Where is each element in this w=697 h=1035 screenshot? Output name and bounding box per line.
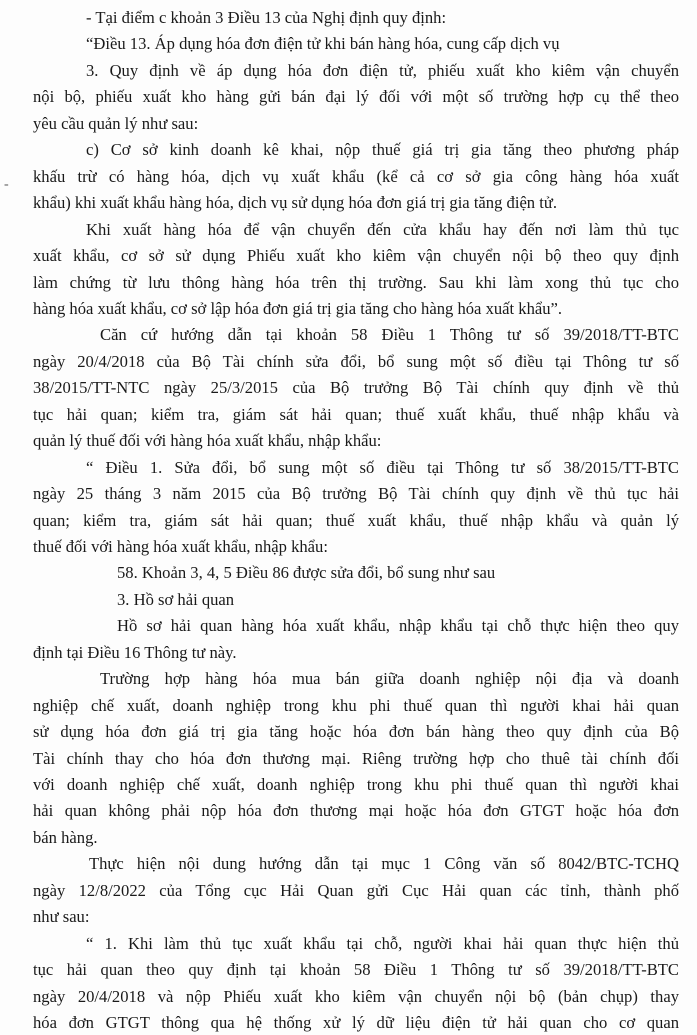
text-line: xuất khẩu, cơ sở sử dụng Phiếu xuất kho kiêm vận chuyển nội bộ theo quy định — [33, 246, 679, 265]
text-line: Căn cứ hướng dẫn tại khoản 58 Điều 1 Thông tư số 39/2018/TT-BTC — [100, 325, 679, 345]
text-line: ngày 20/4/2018 của Bộ Tài chính sửa đổi, bổ sung một số điều tại Thông tư số — [33, 351, 679, 371]
text-line: 38/2015/TT-NTC ngày 25/3/2015 của Bộ trưởng Bộ Tài chính quy định về thủ — [33, 378, 679, 398]
text-line: 3. Hồ sơ hải quan — [117, 589, 235, 609]
text-line: hóa đơn GTGT thông qua hệ thống xử lý dữ liệu điện tử hải quan cho cơ quan — [33, 1013, 679, 1032]
text-line: ngày 25 tháng 3 năm 2015 của Bộ trưởng Bộ Tài chính quy định về thủ tục hải — [33, 484, 679, 504]
text-line: Tài chính thay cho hóa đơn thương mại. Riêng trường hợp cho thuê tài chính đối — [33, 748, 679, 768]
text-line: “ 1. Khi làm thủ tục xuất khẩu tại chỗ, người khai hải quan thực hiện thủ — [86, 933, 679, 953]
text-line: tục hải quan theo quy định tại khoản 58 Điều 1 Thông tư số 39/2018/TT-BTC — [33, 960, 679, 980]
text-line: “Điều 13. Áp dụng hóa đơn điện tử khi bán hàng hóa, cung cấp dịch vụ — [86, 34, 560, 54]
text-line: Hồ sơ hải quan hàng hóa xuất khẩu, nhập khẩu tại chỗ thực hiện theo quy — [117, 616, 679, 636]
text-line: như sau: — [33, 907, 90, 927]
text-line: ngày 12/8/2022 của Tổng cục Hải Quan gửi Cục Hải quan các tỉnh, thành phố — [33, 880, 679, 900]
text-line: khấu trừ có hàng hóa, dịch vụ xuất khẩu (kể cả cơ sở gia công hàng hóa xuất — [33, 166, 679, 186]
text-line: quan; kiểm tra, giám sát hải quan; thuế xuất khẩu, thuế nhập khẩu và quản lý — [33, 510, 679, 530]
text-line: khẩu) khi xuất khẩu hàng hóa, dịch vụ sử dụng hóa đơn giá trị gia tăng điện tử. — [33, 193, 558, 213]
text-line: tục hải quan; kiểm tra, giám sát hải quan; thuế xuất khẩu, thuế nhập khẩu và — [33, 404, 679, 424]
text-line: hải quan không phải nộp hóa đơn thương mại hoặc hóa đơn GTGT hoặc hóa đơn — [33, 801, 679, 821]
text-line: làm chứng từ lưu thông hàng hóa trên thị trường. Sau khi làm xong thủ tục cho — [33, 272, 679, 292]
text-line: Trường hợp hàng hóa mua bán giữa doanh nghiệp nội địa và doanh — [100, 669, 679, 689]
text-line: sử dụng hóa đơn giá trị gia tăng hoặc hóa đơn bán hàng theo quy định của Bộ — [33, 722, 679, 742]
text-line: yêu cầu quản lý như sau: — [33, 113, 199, 133]
text-line: quản lý thuế đối với hàng hóa xuất khẩu, nhập khẩu: — [33, 431, 382, 451]
text-line: c) Cơ sở kinh doanh kê khai, nộp thuế giá trị gia tăng theo phương pháp — [86, 140, 679, 160]
text-line: Thực hiện nội dung hướng dẫn tại mục 1 Công văn số 8042/BTC-TCHQ — [89, 854, 679, 874]
text-line: định tại Điều 16 Thông tư này. — [33, 642, 237, 662]
text-line: 3. Quy định về áp dụng hóa đơn điện tử, phiếu xuất kho kiêm vận chuyển — [86, 60, 679, 80]
margin-mark: - — [4, 177, 9, 192]
text-line: nghiệp chế xuất, doanh nghiệp trong khu phi thuế quan thì người khai hải quan — [33, 695, 679, 715]
text-line: - Tại điểm c khoản 3 Điều 13 của Nghị định quy định: — [86, 8, 447, 27]
text-line: 58. Khoản 3, 4, 5 Điều 86 được sửa đổi, bổ sung như sau — [117, 563, 496, 583]
text-line: bán hàng. — [33, 827, 98, 847]
text-line: với doanh nghiệp chế xuất, doanh nghiệp trong khu phi thuế quan thì người khai — [33, 775, 679, 794]
text-line: “ Điều 1. Sửa đổi, bổ sung một số điều tại Thông tư số 38/2015/TT-BTC — [86, 457, 679, 477]
text-line: ngày 20/4/2018 và nộp Phiếu xuất kho kiêm vận chuyển nội bộ (bản chụp) thay — [33, 986, 679, 1006]
text-line: nội bộ, phiếu xuất kho hàng gửi bán đại lý đối với một số trường hợp cụ thể theo — [33, 87, 679, 107]
text-line: hàng hóa xuất khẩu, cơ sở lập hóa đơn giá trị gia tăng cho hàng hóa xuất khẩu”. — [33, 298, 563, 318]
text-line: thuế đối với hàng hóa xuất khẩu, nhập khẩu: — [33, 536, 328, 556]
text-line: Khi xuất hàng hóa để vận chuyển đến cửa khẩu hay đến nơi làm thủ tục — [86, 219, 679, 239]
